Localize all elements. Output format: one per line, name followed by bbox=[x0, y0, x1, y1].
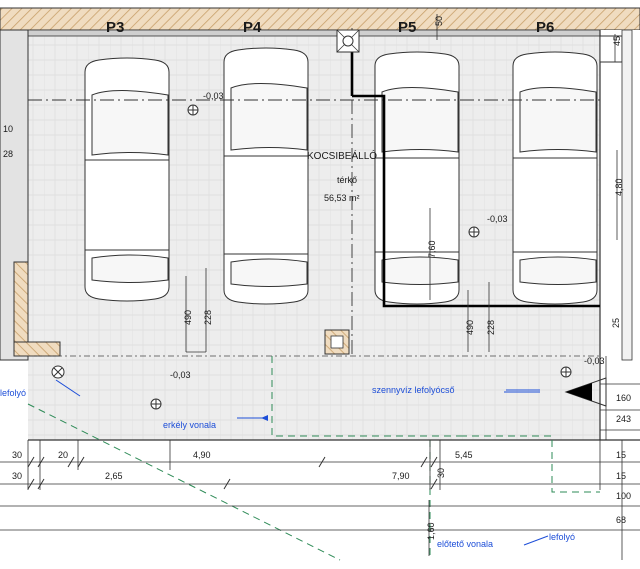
dim-h: 30 bbox=[12, 471, 23, 481]
dim-h: 2,65 bbox=[105, 471, 123, 481]
elevation-mark: -0,03 bbox=[203, 91, 224, 101]
dim-v: 490 bbox=[465, 319, 475, 335]
dim-h: 4,90 bbox=[193, 450, 211, 460]
dim-v: 4,80 bbox=[614, 178, 624, 196]
dim-v: 50 bbox=[434, 15, 444, 26]
parking-label-p3: P3 bbox=[106, 19, 125, 36]
dim-h: 7,90 bbox=[392, 471, 410, 481]
right-dim: 160 bbox=[616, 393, 632, 403]
parking-label-p4: P4 bbox=[243, 19, 262, 36]
parking-label-p6: P6 bbox=[536, 19, 555, 36]
dim-v: 28 bbox=[3, 149, 14, 159]
dim-v: 228 bbox=[486, 319, 496, 335]
dim-v: 228 bbox=[203, 309, 213, 325]
elevation-mark: -0,03 bbox=[584, 356, 605, 366]
elevation-mark: -0,03 bbox=[170, 370, 191, 380]
dim-h: 15 bbox=[616, 450, 627, 460]
dim-h: 30 bbox=[436, 467, 446, 478]
dim-v: 490 bbox=[183, 309, 193, 325]
area-size: 56,53 m² bbox=[324, 193, 360, 203]
dim-h: 5,45 bbox=[455, 450, 473, 460]
dim-h: 30 bbox=[12, 450, 23, 460]
dim-h: 20 bbox=[58, 450, 69, 460]
dim-v: 7,60 bbox=[427, 240, 437, 258]
right-dim: 243 bbox=[616, 414, 632, 424]
dim-v: 10 bbox=[3, 124, 14, 134]
dim-v: 45 bbox=[612, 35, 622, 46]
dim-v: 25 bbox=[611, 317, 621, 328]
parking-label-p5: P5 bbox=[398, 19, 417, 36]
right-dim: 68 bbox=[616, 515, 627, 525]
area-material: térkő bbox=[337, 175, 358, 185]
callout-elototo: előtető vonala bbox=[437, 539, 494, 549]
area-title: KOCSIBEÁLLÓ bbox=[307, 151, 378, 162]
dim-h: 15 bbox=[616, 471, 627, 481]
right-dim: 100 bbox=[616, 491, 632, 501]
callout-szennyviz: szennyvíz lefolyócső bbox=[372, 385, 455, 395]
dim-v: 1,60 bbox=[426, 522, 436, 540]
callout-lefolyo-left: lefolyó bbox=[0, 388, 27, 398]
callout-lefolyo-right: lefolyó bbox=[549, 532, 576, 542]
elevation-mark: -0,03 bbox=[487, 214, 508, 224]
callout-erkely: erkély vonala bbox=[163, 420, 217, 430]
